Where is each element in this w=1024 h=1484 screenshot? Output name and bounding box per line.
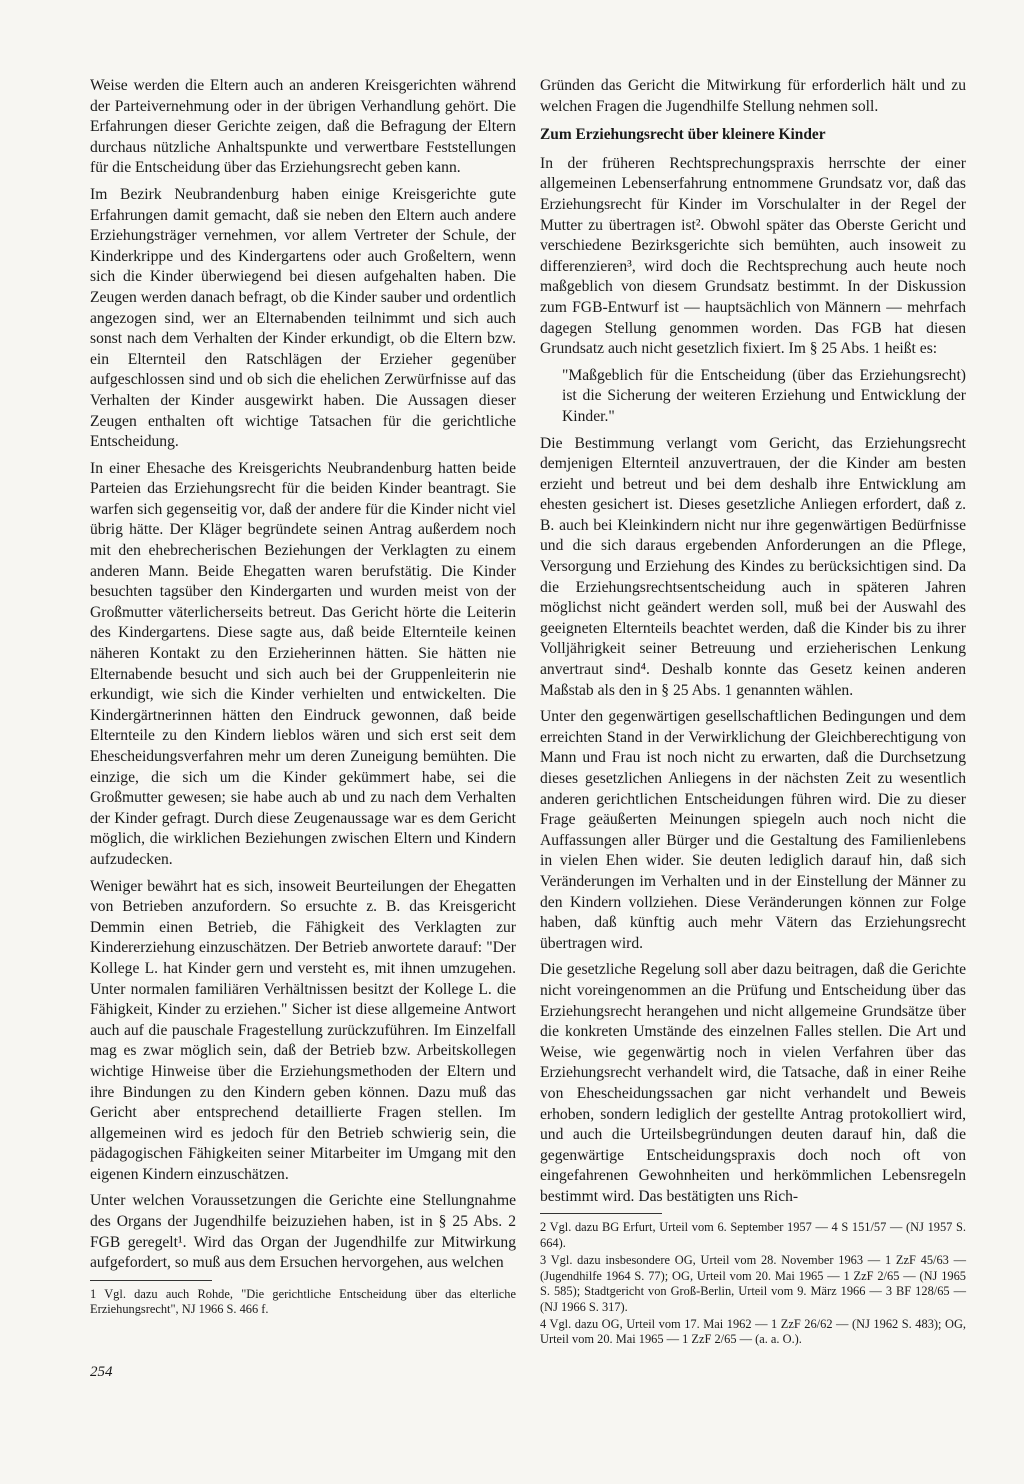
- left-paragraph-1: Weise werden die Eltern auch an anderen Kreisgerichten während der Parteivernehmung oder in der übrigen Verhandlung gehört. Die Erfahrungen dieser Gerichte zeigen, daß die Befragung der Eltern durchaus nützliche Anhaltspunkte und verwertbare Feststellungen für die Entscheidung über das Erziehungsrecht geben kann.: [90, 77, 516, 177]
- right-intro-paragraph: Gründen das Gericht die Mitwirkung für erforderlich hält und zu welchen Fragen die Jugendhilfe Stellung nehmen soll.: [540, 77, 966, 115]
- footnote-1: 1 Vgl. dazu auch Rohde, "Die gerichtliche Entscheidung über das elterliche Erziehungsrecht", NJ 1966 S. 466 f.: [90, 1286, 516, 1317]
- page-number: 254: [90, 1364, 113, 1380]
- law-quote: "Maßgeblich für die Entscheidung (über das Erziehungsrecht) ist die Sicherung der weiteren Erziehung und Entwicklung der Kinder.": [562, 366, 966, 425]
- right-column: [540, 76, 966, 1350]
- right-paragraph-3: Unter den gegenwärtigen gesellschaftlichen Bedingungen und dem erreichten Stand in der Verwirklichung der Gleichberechtigung von Mann und Frau ist noch nicht zu erwarten, daß die Durchsetzung dieses gesetzlichen Anliegens in der nächsten Zeit zu wesentlich anderen gerichtlichen Entscheidungen führen wird. Die zu dieser Frage geäußerten Meinungen spiegeln auch noch nicht die Auffassungen aller Bürger und die Gestaltung des Familienlebens in vielen Ehen wider. Sie deuten lediglich darauf hin, daß sich Veränderungen im Verhalten und in der Einstellung der Männer zu den Kindern vollziehen. Diese Veränderungen können zur Folge haben, daß künftig auch mehr Vätern das Erziehungsrecht übertragen wird.: [540, 708, 966, 952]
- left-paragraph-3: In einer Ehesache des Kreisgerichts Neubrandenburg hatten beide Parteien das Erziehungsrecht für die beiden Kinder beantragt. Sie warfen sich gegenseitig vor, daß der andere für die Kinder nicht viel übrig hätte. Der Kläger begründete seinen Antrag außerdem noch mit den ehebrecherischen Beziehungen der Verklagten zu einem anderen Mann. Beide Ehegatten waren berufstätig. Die Kinder besuchten tagsüber den Kindergarten und wurden meist von der Großmutter väterlicherseits betreut. Das Gericht hörte die Leiterin des Kindergartens. Diese sagte aus, daß beide Elternteile keinen näheren Kontakt zu den Erzieherinnen hätten. Sie hätten nie Elternabende besucht und sich auch bei der Gruppenleiterin nie erkundigt, wie sich die Kinder verhielten und entwickelten. Die Kindergärtnerinnen hätten den Eindruck gewonnen, daß beide Elternteile zu den Kindern lieblos wären und sich erst seit dem Ehescheidungsverfahren mehr um deren Zuneigung bemühten. Die einzige, die sich um die Kinder gekümmert habe, sei die Großmutter gewesen; sie habe auch ab und zu nach dem Verhalten der Kinder gefragt. Durch diese Zeugenaussage war es dem Gericht möglich, die wirklichen Beziehungen zwischen Eltern und Kindern aufzudecken.: [90, 459, 516, 868]
- footnote-2: 2 Vgl. dazu BG Erfurt, Urteil vom 6. September 1957 — 4 S 151/57 — (NJ 1957 S. 664).: [540, 1220, 966, 1250]
- left-paragraph-2: Im Bezirk Neubrandenburg haben einige Kreisgerichte gute Erfahrungen damit gemacht, daß sie neben den Eltern auch andere Erziehungsträger vernehmen, vor allem Vertreter der Schule, der Kinderkrippe und des Kindergartens oder auch Großeltern, wenn sich die Kinder überwiegend bei diesen aufgehalten haben. Die Zeugen werden danach befragt, ob die Kinder sauber und ordentlich angezogen sind, wer an Elternabenden teilnimmt und sich auch sonst nach dem Verhalten der Kinder erkundigt, ob die Eltern bzw. ein Elternteil den Ratschlägen der Erzieher gegenüber aufgeschlossen sind und ob sich die ehelichen Zerwürfnisse auf das Verhalten der Kinder ausgewirkt haben. Die Aussagen dieser Zeugen enthalten oft wichtige Tatsachen für die gerichtliche Entscheidung.: [90, 185, 516, 451]
- right-paragraph-2: Die Bestimmung verlangt vom Gericht, das Erziehungsrecht demjenigen Elternteil anzuvertrauen, der die Kinder am besten erzieht und betreut und bei dem deshalb ihre Entwicklung am ehesten gesichert ist. Dieses gesetzliche Anliegen erfordert, daß z. B. auch bei Kleinkindern nicht nur ihre gegenwärtigen Bedürfnisse und die sich daraus ergebenden Anforderungen an die Pflege, Versorgung und Erziehung des Kindes zu berücksichtigen sind. Da die Erziehungsrechtsentscheidung auch in späteren Jahren möglichst nicht geändert werden soll, muß bei der Auswahl des geeigneten Elternteils beachtet werden, daß die Kinder bis zu ihrer Volljährigkeit seiner Betreuung und erzieherischen Lenkung anvertraut sind⁴. Deshalb konnte das Gesetz keinen anderen Maßstab als den in § 25 Abs. 1 genannten wählen.: [540, 434, 966, 699]
- left-paragraph-5: Unter welchen Voraussetzungen die Gerichte eine Stellungnahme des Organs der Jugendhilfe beizuziehen haben, ist in § 25 Abs. 2 FGB geregelt¹. Wird das Organ der Jugendhilfe zur Mitwirkung aufgefordert, so muß aus dem Ersuchen hervorgehen, aus welchen: [90, 1192, 516, 1272]
- right-footnotes: [540, 1220, 966, 1347]
- right-paragraph-4: Die gesetzliche Regelung soll aber dazu beitragen, daß die Gerichte nicht voreingenommen an die Prüfung und Entscheidung über das Erziehungsrecht herangehen und nicht allgemeine Grundsätze über die konkreten Umstände des einzelnen Falles stellen. Die Art und Weise, wie gegenwärtig noch in vielen Verfahren über das Erziehungsrecht verhandelt wird, die Tatsache, daß in einer Reihe von Ehescheidungssachen gar nicht verhandelt und Beweis erhoben, sondern lediglich der gestellte Antrag protokolliert wird, und auch die Urteilsbegründungen deuten darauf hin, daß die gegenwärtige Entscheidungspraxis doch noch oft von eingefahrenen Gewohnheiten und herkömmlichen Lebensregeln bestimmt wird. Das bestätigten uns Rich-: [540, 961, 966, 1205]
- footnote-divider: [540, 1213, 662, 1214]
- left-footnotes: [90, 1287, 516, 1318]
- footnote-4: 4 Vgl. dazu OG, Urteil vom 17. Mai 1962 — 1 ZzF 26/62 — (NJ 1962 S. 483); OG, Urteil vom 20. Mai 1965 — 1 ZzF 2/65 — (a. a. O.).: [540, 1316, 966, 1347]
- footnote-3: 3 Vgl. dazu insbesondere OG, Urteil vom 28. November 1963 — 1 ZzF 45/63 — (Jugendhilfe 1964 S. 77); OG, Urteil vom 20. Mai 1965 — 1 ZzF 2/65 — (NJ 1965 S. 585); Stadtgericht von Groß-Berlin, Urteil vom 9. März 1966 — 3 BF 128/65 — (NJ 1966 S. 317).: [540, 1253, 966, 1314]
- right-paragraph-1: In der früheren Rechtsprechungspraxis herrschte der einer allgemeinen Lebenserfahrung entnommene Grundsatz vor, daß das Erziehungsrecht für Kinder im Vorschulalter in der Regel der Mutter zu übertragen ist². Obwohl später das Oberste Gericht und verschiedene Bezirksgerichte sich bemühten, auch insoweit zu differenzieren³, wird doch die Rechtsprechung auch heute noch maßgeblich von diesem Grundsatz bestimmt. In der Diskussion zum FGB-Entwurf ist — hauptsächlich von Männern — mehrfach dagegen Stellung genommen worden. Das FGB hat diesen Grundsatz auch nicht gesetzlich fixiert. Im § 25 Abs. 1 heißt es:: [540, 154, 966, 358]
- section-heading: Zum Erziehungsrecht über kleinere Kinder: [540, 126, 826, 144]
- footnote-divider: [90, 1280, 212, 1281]
- left-column: [90, 76, 516, 1320]
- left-paragraph-4: Weniger bewährt hat es sich, insoweit Beurteilungen der Ehegatten von Betrieben anzufordern. So ersuchte z. B. das Kreisgericht Demmin einen Betrieb, die Fähigkeit des Verklagten zur Kindererziehung einzuschätzen. Der Betrieb anwortete darauf: "Der Kollege L. hat Kinder gern und versteht es, mit ihnen umzugehen. Unter normalen familiären Verhältnissen besitzt der Kollege L. die Fähigkeit, Kinder zu erziehen." Sicher ist diese allgemeine Antwort auch auf die pauschale Fragestellung zurückzuführen. Im Einzelfall mag es zwar möglich sein, daß der Betrieb bzw. Arbeitskollegen wichtige Hinweise über die Erziehungsmethoden der Eltern und ihre Bindungen zu den Kindern geben können. Dazu muß das Gericht aber entsprechend detaillierte Fragen stellen. Im allgemeinen wird es jedoch für den Betrieb schwierig sein, die pädagogischen Fähigkeiten seiner Mitarbeiter im Umgang mit den eigenen Kindern einzuschätzen.: [90, 877, 516, 1183]
